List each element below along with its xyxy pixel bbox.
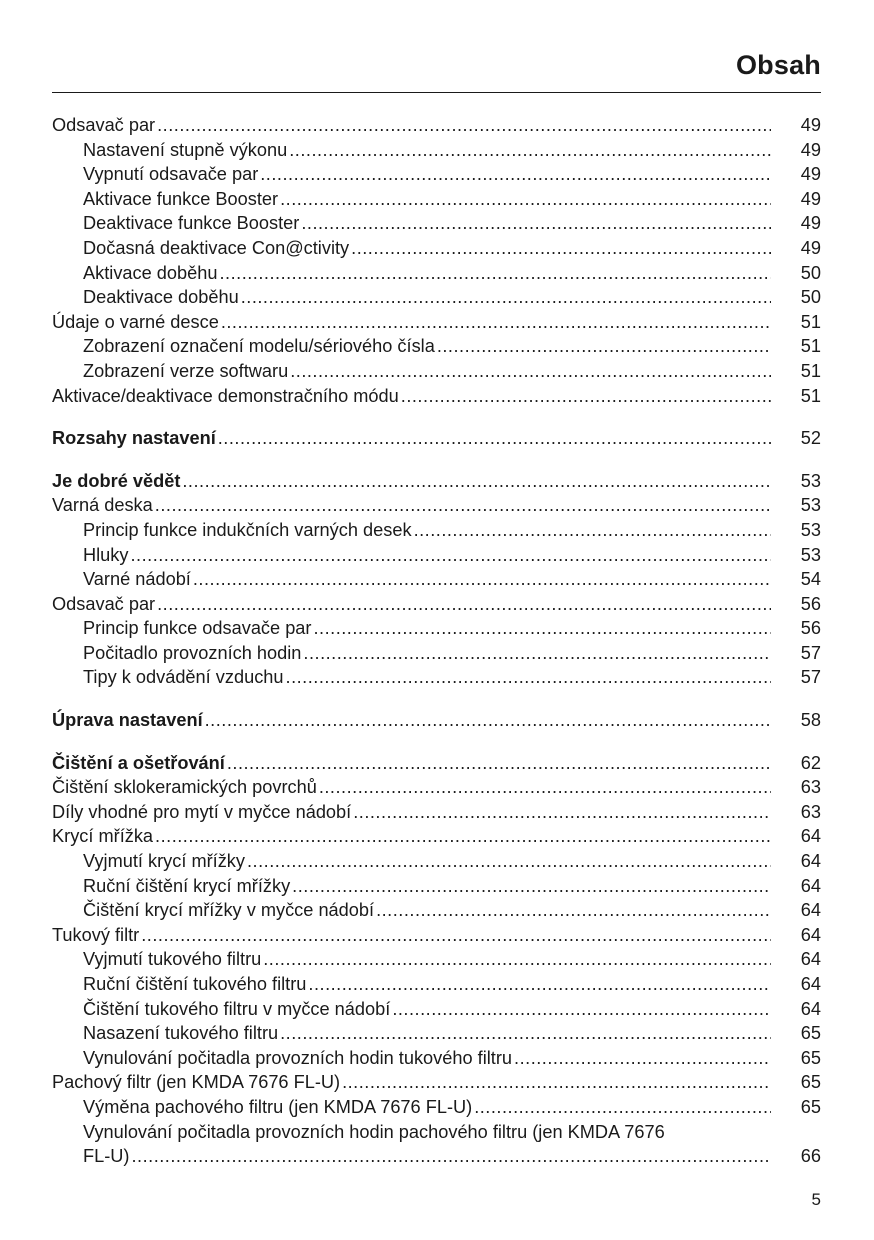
toc-entry-title: Díly vhodné pro mytí v myčce nádobí [52, 801, 352, 822]
toc-leader-dots [155, 824, 771, 849]
toc-subentry[interactable] [52, 1095, 821, 1120]
toc-entry-title: Počitadlo provozních hodin [83, 642, 302, 663]
toc-entry-page: 56 [800, 618, 821, 639]
toc-entry-title: Tipy k odvádění vzduchu [83, 667, 284, 688]
toc-entry-page: 63 [800, 801, 821, 822]
toc-entry-title: Dočasná deaktivace Con@ctivity [83, 237, 350, 258]
toc-leader-dots [308, 972, 771, 997]
toc-entry-title: Je dobré vědět [52, 470, 181, 491]
toc-leader-dots [218, 426, 771, 451]
toc-entry[interactable] [52, 923, 821, 948]
toc-entry-title: Zobrazení označení modelu/sériového čísla [83, 336, 435, 357]
toc-subentry[interactable] [52, 543, 821, 568]
toc-leader-dots [414, 518, 771, 543]
toc-entry-title: Rozsahy nastavení [52, 428, 216, 449]
toc-entry-page: 54 [800, 569, 821, 590]
toc-entry-page: 65 [800, 1096, 821, 1117]
toc-leader-dots [131, 1144, 771, 1169]
toc-entry-title: Čištění krycí mřížky v myčce nádobí [83, 900, 375, 921]
toc-entry-title: Čištění sklokeramických povrchů [52, 777, 317, 798]
page-title: Obsah [735, 50, 821, 80]
toc-entry-page: 50 [800, 262, 821, 283]
toc-entry[interactable] [52, 426, 821, 451]
toc-subentry[interactable] [52, 616, 821, 641]
toc-leader-dots [289, 138, 771, 163]
toc-entry-page: 64 [800, 900, 821, 921]
toc-subentry[interactable] [52, 947, 821, 972]
toc-leader-dots [260, 162, 771, 187]
toc-subentry[interactable] [52, 261, 821, 286]
toc-entry-page: 65 [800, 1047, 821, 1068]
toc-entry-page: 56 [800, 593, 821, 614]
page-number: 5 [811, 1190, 821, 1209]
toc-entry-page: 63 [800, 777, 821, 798]
toc-leader-dots [193, 567, 771, 592]
toc-entry[interactable] [52, 1070, 821, 1095]
toc-entry[interactable] [52, 592, 821, 617]
toc-entry-title: Zobrazení verze softwaru [83, 360, 289, 381]
toc-leader-dots [280, 1021, 771, 1046]
toc-subentry[interactable] [52, 211, 821, 236]
toc-entry-title: Nasazení tukového filtru [83, 1023, 279, 1044]
toc-entry[interactable] [52, 775, 821, 800]
toc-entry-page: 64 [800, 949, 821, 970]
toc-entry-page: 51 [800, 360, 821, 381]
toc-entry[interactable] [52, 708, 821, 733]
toc-entry-title: Princip funkce odsavače par [83, 618, 312, 639]
toc-entry-title-line2: FL-U) [83, 1146, 130, 1167]
toc-entry[interactable] [52, 384, 821, 409]
toc-entry-title: Úprava nastavení [52, 710, 203, 731]
toc-entry-title: Krycí mřížka [52, 826, 154, 847]
toc-leader-dots [313, 616, 771, 641]
toc-leader-dots [342, 1070, 771, 1095]
toc-entry[interactable] [52, 824, 821, 849]
toc-entry-title: Čištění tukového filtru v myčce nádobí [83, 998, 391, 1019]
toc-entry-title: Vypnutí odsavače par [83, 164, 259, 185]
toc-entry-page: 64 [800, 875, 821, 896]
toc-entry-title: Pachový filtr (jen KMDA 7676 FL-U) [52, 1072, 341, 1093]
toc-subentry[interactable] [52, 641, 821, 666]
toc-entry-page: 51 [800, 311, 821, 332]
toc-entry-title: Varné nádobí [83, 569, 191, 590]
toc-leader-dots [290, 359, 771, 384]
toc-subentry[interactable] [52, 518, 821, 543]
toc-leader-dots [219, 261, 771, 286]
toc-entry-title: Vyjmutí tukového filtru [83, 949, 262, 970]
toc-entry-title: Vyjmutí krycí mřížky [83, 851, 245, 872]
toc-leader-dots [514, 1046, 771, 1071]
toc-subentry[interactable] [52, 236, 821, 261]
toc-subentry[interactable] [52, 874, 821, 899]
toc-leader-dots [221, 310, 771, 335]
toc-subentry[interactable] [52, 334, 821, 359]
toc-leader-dots [319, 775, 771, 800]
toc-entry-title: Varná deska [52, 495, 153, 516]
toc-entry-page: 64 [800, 998, 821, 1019]
toc-leader-dots [301, 211, 771, 236]
toc-subentry[interactable] [52, 138, 821, 163]
toc-entry[interactable] [52, 310, 821, 335]
toc-leader-dots [376, 898, 771, 923]
toc-entry[interactable] [52, 493, 821, 518]
toc-subentry[interactable] [52, 997, 821, 1022]
toc-entry-page: 53 [800, 495, 821, 516]
toc-entry-title: Čištění a ošetřování [52, 752, 225, 773]
toc-entry-page: 51 [800, 336, 821, 357]
toc-entry-multiline[interactable] [52, 1120, 821, 1169]
toc-leader-dots [157, 592, 771, 617]
toc-entry-page: 64 [800, 974, 821, 994]
toc-subentry[interactable] [52, 665, 821, 690]
toc-entry[interactable] [52, 469, 821, 494]
toc-entry-title: Vynulování počitadla provozních hodin tukového filtru [83, 1047, 513, 1068]
toc-subentry[interactable] [52, 849, 821, 874]
toc-leader-dots [292, 874, 771, 899]
toc-entry-title: Ruční čištění krycí mřížky [83, 875, 291, 896]
toc-entry-title: Hluky [83, 544, 129, 565]
toc-leader-dots [205, 708, 771, 733]
toc-entry-title: Aktivace/deaktivace demonstračního módu [52, 385, 399, 406]
toc-entry[interactable] [52, 800, 821, 825]
toc-subentry[interactable] [52, 567, 821, 592]
toc-subentry[interactable] [52, 187, 821, 212]
toc-entry-title: Ruční čištění tukového filtru [83, 974, 307, 994]
toc-entry-title: Odsavač par [52, 593, 156, 614]
toc-leader-dots [130, 543, 771, 568]
toc-leader-dots [401, 384, 771, 409]
toc-entry-page: 57 [800, 642, 821, 663]
toc-entry-page: 53 [800, 519, 821, 540]
toc-leader-dots [286, 665, 771, 690]
toc-leader-dots [474, 1095, 771, 1120]
toc-entry-title: Princip funkce indukčních varných desek [83, 519, 412, 540]
title-divider [52, 92, 821, 93]
toc-subentry[interactable] [52, 972, 821, 997]
toc-entry-page: 62 [800, 752, 821, 773]
toc-entry-title: Výměna pachového filtru (jen KMDA 7676 FL-U) [83, 1096, 473, 1117]
toc-entry[interactable] [52, 751, 821, 776]
toc-leader-dots [280, 187, 771, 212]
toc-entry-page: 50 [800, 287, 821, 308]
toc-leader-dots [247, 849, 771, 874]
toc-subentry[interactable] [52, 1021, 821, 1046]
toc-leader-dots [182, 469, 771, 494]
toc-entry-title: Údaje o varné desce [52, 311, 219, 332]
toc-entry-page: 64 [800, 851, 821, 872]
toc-entry-page: 49 [800, 164, 821, 185]
toc-entry-title-line1: Vynulování počitadla provozních hodin pachového filtru (jen KMDA 7676 [83, 1121, 665, 1142]
toc-entry-title: Deaktivace funkce Booster [83, 213, 300, 234]
toc-entry-page: 51 [800, 385, 821, 406]
toc-leader-dots [437, 334, 771, 359]
toc-subentry[interactable] [52, 162, 821, 187]
toc-entry-page: 52 [800, 428, 821, 449]
toc-leader-dots [157, 113, 771, 138]
toc-leader-dots [353, 800, 771, 825]
toc-entry-page: 66 [800, 1146, 821, 1167]
toc-entry-page: 65 [800, 1072, 821, 1093]
toc-entry-title: Tukový filtr [52, 924, 140, 945]
toc-subentry[interactable] [52, 898, 821, 923]
toc-entry-page: 53 [800, 470, 821, 491]
toc-subentry[interactable] [52, 359, 821, 384]
toc-entry-title: Aktivace funkce Booster [83, 188, 279, 209]
toc-leader-dots [392, 997, 771, 1022]
toc-entry-title: Deaktivace doběhu [83, 287, 239, 308]
toc-leader-dots [263, 947, 771, 972]
toc-subentry[interactable] [52, 1046, 821, 1071]
toc-entry-page: 53 [800, 544, 821, 565]
toc-leader-dots [141, 923, 771, 948]
toc-entry-page: 49 [800, 213, 821, 234]
toc-leader-dots [241, 285, 771, 310]
toc-entry-page: 65 [800, 1023, 821, 1044]
toc-entry-page: 57 [800, 667, 821, 688]
toc-entry-page: 64 [800, 826, 821, 847]
toc-entry-title: Aktivace doběhu [83, 262, 218, 283]
table-of-contents [52, 113, 821, 1169]
toc-entry-page: 49 [800, 139, 821, 160]
toc-leader-dots [155, 493, 771, 518]
toc-entry[interactable] [52, 113, 821, 138]
toc-leader-dots [351, 236, 771, 261]
toc-entry-page: 49 [800, 237, 821, 258]
toc-entry-page: 49 [800, 188, 821, 209]
toc-entry-page: 49 [800, 115, 821, 135]
toc-subentry[interactable] [52, 285, 821, 310]
toc-leader-dots [303, 641, 771, 666]
toc-entry-title: Odsavač par [52, 115, 156, 135]
toc-entry-page: 64 [800, 924, 821, 945]
toc-entry-title: Nastavení stupně výkonu [83, 139, 288, 160]
toc-leader-dots [227, 751, 771, 776]
toc-entry-page: 58 [800, 710, 821, 731]
